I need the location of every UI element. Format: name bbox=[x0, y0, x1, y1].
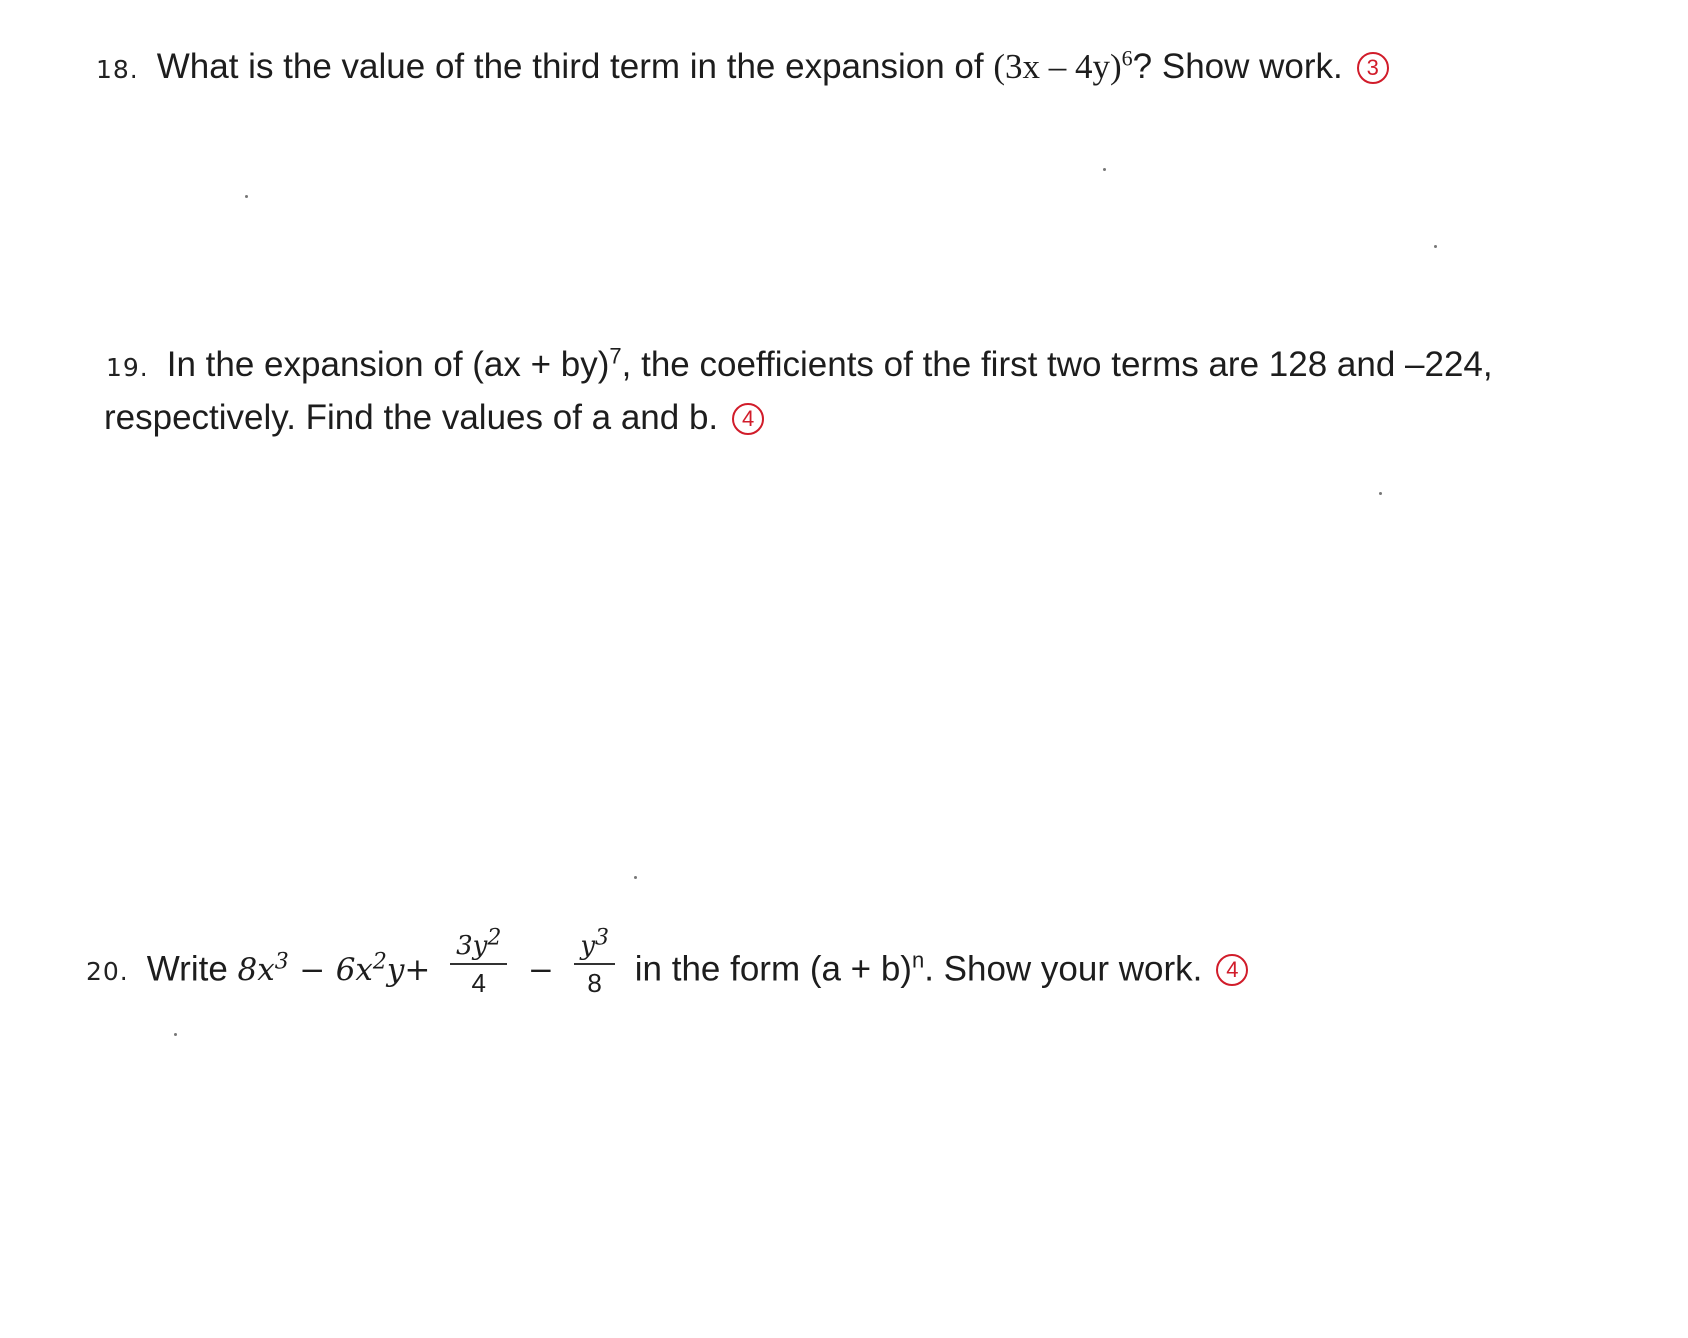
scan-speck bbox=[1103, 168, 1106, 171]
problem-text: In the expansion of (ax + by) bbox=[166, 345, 610, 384]
handwritten-term-2 bbox=[335, 949, 431, 989]
scan-speck bbox=[174, 1033, 177, 1036]
fraction-1-numerator bbox=[450, 925, 507, 963]
points-badge: 4 bbox=[732, 403, 764, 435]
term-2: 6x bbox=[335, 952, 373, 989]
math-expression bbox=[993, 47, 1132, 86]
points-badge: 3 bbox=[1357, 52, 1389, 84]
problem-text-end: . Show your work. bbox=[924, 949, 1203, 989]
fraction-1-denominator: 4 bbox=[471, 968, 486, 998]
term-2-exponent: 2 bbox=[372, 949, 387, 975]
line2-text: respectively. Find the values of a and b. bbox=[104, 398, 719, 437]
handwritten-term-1 bbox=[237, 949, 289, 989]
problem-text-end: ? Show work. bbox=[1132, 47, 1343, 86]
operator-minus: – bbox=[531, 949, 551, 989]
problem-text: What is the value of the third term in the expansion of bbox=[156, 47, 994, 86]
operator-minus: – bbox=[302, 949, 322, 989]
term-1: 8x bbox=[237, 952, 275, 989]
fraction-2-num-base: y bbox=[580, 931, 596, 961]
fraction-2 bbox=[574, 925, 615, 1001]
exponent: 6 bbox=[1121, 45, 1133, 71]
problem-word: Write bbox=[146, 949, 228, 989]
expression-base: (3x – 4y) bbox=[993, 47, 1122, 86]
term-1-exponent: 3 bbox=[274, 949, 289, 975]
problem-number: 20. bbox=[86, 957, 129, 987]
problem-text-line2 bbox=[104, 393, 1493, 443]
fraction-2-numerator bbox=[574, 925, 615, 963]
fraction-2-num-exp: 3 bbox=[595, 925, 610, 951]
scan-speck bbox=[634, 876, 637, 879]
problem-19 bbox=[106, 340, 1493, 443]
exponent: n bbox=[911, 947, 925, 973]
fraction-1-num-exp: 2 bbox=[487, 925, 502, 951]
fraction-2-denominator: 8 bbox=[587, 968, 602, 998]
problem-18 bbox=[96, 42, 1389, 95]
fraction-1-num-base: 3y bbox=[456, 931, 488, 961]
problem-20 bbox=[86, 925, 1248, 1007]
problem-number: 19. bbox=[106, 353, 149, 382]
term-2-tail: y+ bbox=[386, 952, 431, 989]
scan-speck bbox=[1434, 245, 1437, 248]
points-badge: 4 bbox=[1216, 954, 1248, 986]
scan-speck bbox=[1379, 492, 1382, 495]
fraction-1 bbox=[450, 925, 507, 1001]
problem-number: 18. bbox=[96, 55, 139, 84]
scan-speck bbox=[245, 195, 248, 198]
exponent: 7 bbox=[609, 343, 622, 369]
problem-text-cont: , the coefficients of the first two terms are 128 and –224, bbox=[621, 345, 1493, 384]
problem-text: in the form (a + b) bbox=[634, 949, 912, 989]
